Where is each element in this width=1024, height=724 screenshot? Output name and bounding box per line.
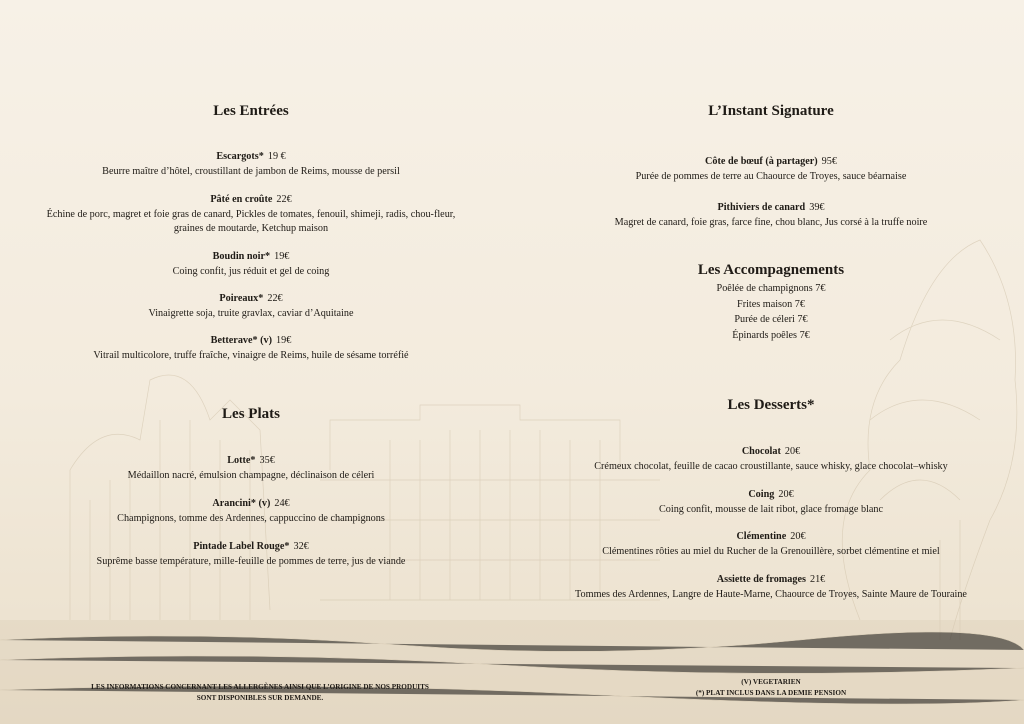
dish-name: Poireaux* — [219, 293, 264, 304]
dish-pintade — [40, 540, 462, 569]
dish-name: Clémentine — [736, 531, 787, 542]
dish-price: 19€ — [274, 251, 290, 262]
dish-description: Magret de canard, foie gras, farce fine, chou blanc, Jus corsé à la truffe noire — [614, 216, 928, 228]
dish-price: 20€ — [784, 446, 801, 457]
dish-name: Pithiviers de canard — [717, 202, 806, 213]
dish-description: Tommes des Ardennes, Langre de Haute-Marne, Chaource de Troyes, Sainte Maure de Touraine — [575, 588, 967, 600]
dish-name: Arancini* (v) — [212, 498, 271, 509]
section-title-signature: L’Instant Signature — [708, 103, 834, 119]
dish-price: 19 € — [267, 151, 286, 162]
dish-coing — [540, 488, 1002, 517]
side-item: Purée de céleri 7€ — [734, 314, 808, 325]
dish-price: 21€ — [809, 574, 826, 585]
dish-name: Coing — [748, 489, 775, 500]
dish-name: Côte de bœuf (à partager) — [705, 156, 818, 167]
dish-description: Beurre maître d’hôtel, croustillant de jambon de Reims, mousse de persil — [102, 165, 400, 177]
dish-cote-de-boeuf — [540, 155, 1002, 184]
dish-price: 22€ — [276, 194, 292, 205]
dish-description: Coing confit, mousse de lait ribot, glace fromage blanc — [658, 503, 884, 515]
dish-betterave — [40, 334, 462, 363]
dish-name: Assiette de fromages — [716, 574, 806, 585]
dish-escargots — [40, 150, 462, 179]
dish-description: Coing confit, jus réduit et gel de coing — [172, 265, 330, 277]
dish-name: Pâté en croûte — [210, 194, 273, 205]
dish-description: Purée de pommes de terre au Chaource de Troyes, sauce béarnaise — [635, 170, 907, 182]
dish-description: Clémentines rôties au miel du Rucher de la Grenouillère, sorbet clémentine et miel — [602, 545, 940, 557]
dish-description: Suprême basse température, mille-feuille de pommes de terre, jus de viande — [96, 555, 406, 567]
dish-price: 95€ — [821, 156, 837, 167]
dish-price: 20€ — [778, 489, 794, 500]
vegetarian-legend: (V) VEGETARIEN — [741, 678, 801, 686]
dish-description: Vinaigrette soja, truite gravlax, caviar d’Aquitaine — [148, 307, 354, 319]
section-title-plats: Les Plats — [222, 406, 280, 422]
dish-lotte — [40, 454, 462, 483]
section-title-entrees: Les Entrées — [213, 103, 289, 119]
dish-arancini — [40, 497, 462, 526]
dish-description: Vitrail multicolore, truffe fraîche, vinaigre de Reims, huile de sésame torréfié — [93, 349, 409, 361]
dish-description: Échine de porc, magret et foie gras de canard, Pickles de tomates, fenouil, shimeji, radis, chou-fleur, graines de moutarde, Ketchup maison — [46, 208, 456, 234]
side-item: Poêlée de champignons 7€ — [716, 283, 826, 294]
dish-name: Pintade Label Rouge* — [193, 541, 290, 552]
dish-poireaux — [40, 292, 462, 321]
dish-price: 39€ — [809, 202, 825, 213]
dish-price: 24€ — [274, 498, 290, 509]
dish-clementine — [540, 530, 1002, 559]
dish-name: Betterave* (v) — [210, 335, 273, 346]
side-item: Épinards poêles 7€ — [732, 330, 810, 341]
dish-price: 22€ — [267, 293, 283, 304]
section-title-desserts: Les Desserts* — [727, 397, 815, 413]
allergen-notice: LES INFORMATIONS CONCERNANT LES ALLERGÈNES AINSI QUE L’ORIGINE DE NOS PRODUITS SONT DISPONIBLES SUR DEMANDE. — [91, 683, 429, 702]
section-title-accompagnements: Les Accompagnements — [697, 262, 845, 278]
dish-name: Escargots* — [216, 151, 264, 162]
dish-price: 19€ — [276, 335, 292, 346]
half-board-legend: (*) PLAT INCLUS DANS LA DEMIE PENSION — [695, 688, 847, 697]
dish-pate-en-croute — [40, 193, 462, 237]
dish-description: Champignons, tomme des Ardennes, cappuccino de champignons — [117, 512, 385, 524]
side-item: Frites maison 7€ — [737, 299, 805, 310]
dish-pithiviers — [540, 201, 1002, 230]
legend-notes — [540, 677, 1002, 698]
dish-assiette-de-fromages — [540, 573, 1002, 602]
dish-price: 35€ — [259, 455, 275, 466]
dish-chocolat — [540, 445, 1002, 474]
dish-price: 20€ — [790, 531, 806, 542]
dish-name: Chocolat — [741, 446, 781, 457]
dish-name: Lotte* — [227, 455, 256, 466]
dish-name: Boudin noir* — [212, 251, 271, 262]
dish-boudin-noir — [40, 250, 462, 279]
dish-price: 32€ — [293, 541, 309, 552]
dish-description: Crémeux chocolat, feuille de cacao croustillante, sauce whisky, glace chocolat–whisky — [594, 460, 948, 472]
dish-description: Médaillon nacré, émulsion champagne, déclinaison de céleri — [127, 469, 375, 481]
